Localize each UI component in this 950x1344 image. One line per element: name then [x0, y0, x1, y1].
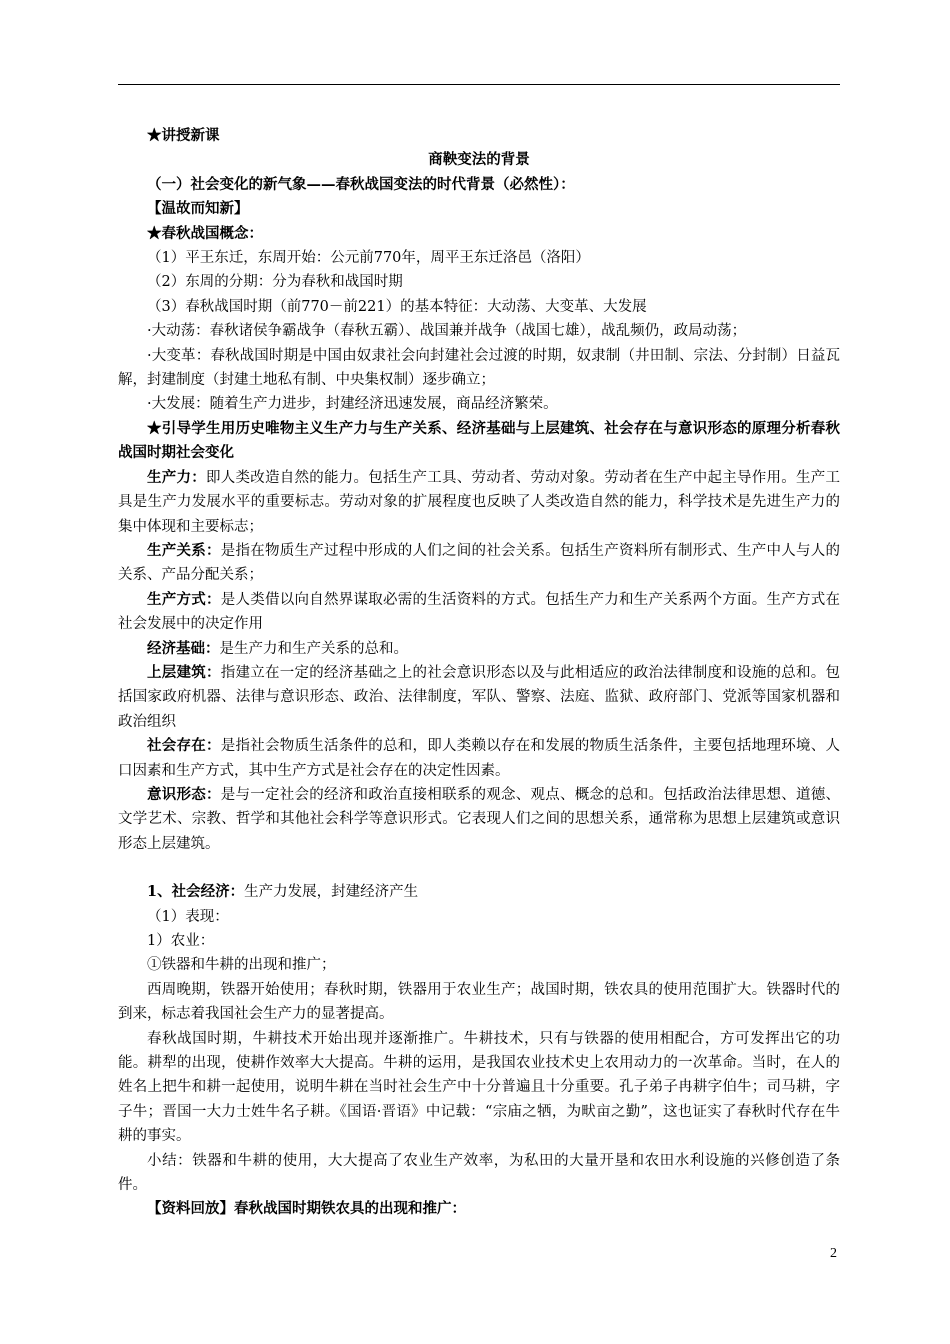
paragraph: 1）农业：	[147, 933, 215, 949]
definition-ideology	[118, 783, 840, 856]
definition-production-relations	[118, 539, 840, 588]
guidance-heading: ★引导学生用历史唯物主义生产力与生产关系、经济基础与上层建筑、社会存在与意识形态的原理分析春秋战国时期社会变化	[118, 419, 840, 462]
definition: 是与一定社会的经济和政治直接相联系的观念、观点、概念的总和。包括政治法律思想、道德、文学艺术、宗教、哲学和其他社会科学等意识形式。它表现人们之间的思想关系，通常称为思想上层建筑或意识形态上层建筑。	[118, 786, 840, 852]
paragraph: ·大变革：春秋战国时期是中国由奴隶社会向封建社会过渡的时期，奴隶制（井田制、宗法、分封制）日益瓦解，封建制度（封建土地私有制、中央集权制）逐步确立；	[118, 347, 840, 389]
definition: 是生产力和生产关系的总和。	[219, 640, 408, 657]
paragraph: （1）表现：	[147, 908, 229, 925]
definition: 指建立在一定的经济基础之上的社会意识形态以及与此相适应的政治法律制度和设施的总和。包括国家政府机器、法律与意识形态、政治、法律制度，军队、警察、法庭、监狱、政府部门、党派等国家机器和政治组织	[118, 664, 840, 730]
material-heading: 【资料回放】春秋战国时期铁农具的出现和推广：	[147, 1200, 466, 1218]
section-heading: ★讲授新课	[147, 127, 220, 144]
definition: 是指在物质生产过程中形成的人们之间的社会关系。包括生产资料所有制形式、生产中人与人的关系、产品分配关系；	[118, 542, 840, 584]
heading-text: 生产力发展，封建经济产生	[244, 884, 419, 901]
term: 生产关系：	[147, 541, 221, 559]
heading-label: 1、社会经济：	[147, 883, 245, 901]
definition-social-existence	[118, 734, 840, 783]
concept-heading: ★春秋战国概念：	[147, 224, 263, 242]
page-number: 2	[830, 1246, 837, 1261]
definition-superstructure	[118, 661, 840, 734]
subsection-heading: （一）社会变化的新气象——春秋战国变法的时代背景（必然性）：	[147, 175, 575, 193]
definition-mode-of-production	[118, 588, 840, 637]
term: 生产方式：	[147, 590, 221, 608]
paragraph: 西周晚期，铁器开始使用；春秋时期，铁器用于农业生产；战国时期，铁农具的使用范围扩大。铁器时代的到来，标志着我国社会生产力的显著提高。	[118, 981, 840, 1023]
definition: 即人类改造自然的能力。包括生产工具、劳动者、劳动对象。劳动者在生产中起主导作用。生产工具是生产力发展水平的重要标志。劳动对象的扩展程度也反映了人类改造自然的能力，科学技术是先进生产力的集中体现和主要标志；	[118, 469, 840, 535]
term: 意识形态：	[147, 785, 221, 803]
definition-economic-base	[118, 637, 840, 661]
term: 社会存在：	[147, 737, 221, 755]
review-heading: 【温故而知新】	[147, 200, 249, 218]
paragraph: （1）平王东迁，东周开始：公元前770年，周平王东迁洛邑（洛阳）	[147, 250, 590, 267]
paragraph: ①铁器和牛耕的出现和推广；	[147, 957, 336, 974]
term: 生产力：	[147, 468, 206, 486]
definition: 是指社会物质生活条件的总和，即人类赖以存在和发展的物质生活条件，主要包括地理环境、人口因素和生产方式，其中生产方式是社会存在的决定性因素。	[118, 738, 840, 779]
paragraph: （2）东周的分期：分为春秋和战国时期	[147, 274, 403, 291]
definition-productive-forces	[118, 466, 840, 539]
paragraph: 春秋战国时期，牛耕技术开始出现并逐渐推广。牛耕技术，只有与铁器的使用相配合，方可发挥出它的功能。耕犁的出现，使耕作效率大大提高。牛耕的运用，是我国农业技术史上农用动力的一次革命。当时，在人的姓名上把牛和耕一起使用，说明牛耕在当时社会生产中十分普遍且十分重要。孔子弟子冉耕字伯牛；司马耕，字子牛；晋国一大力士姓牛名子耕。《国语·晋语》中记载：“宗庙之牺，为畎亩之勤”，这也证实了春秋时代存在牛耕的事实。	[118, 1030, 840, 1145]
term: 经济基础：	[147, 639, 220, 657]
header-rule	[118, 84, 840, 85]
paragraph: ·大发展：随着生产力进步，封建经济迅速发展，商品经济繁荣。	[147, 396, 558, 413]
paragraph: ·大动荡：春秋诸侯争霸战争（春秋五霸）、战国兼并战争（战国七雄），战乱频仍，政局动荡；	[147, 323, 747, 340]
document-body	[118, 124, 840, 1222]
paragraph: 小结：铁器和牛耕的使用，大大提高了农业生产效率，为私田的大量开垦和农田水利设施的兴修创造了条件。	[118, 1152, 840, 1194]
paragraph: （3）春秋战国时期（前770－前221）的基本特征：大动荡、大变革、大发展	[147, 298, 647, 315]
blank-line	[118, 856, 840, 880]
term: 上层建筑：	[147, 663, 221, 681]
lesson-title: 商鞅变法的背景	[428, 151, 530, 169]
economy-heading	[118, 880, 840, 904]
definition: 是人类借以向自然界谋取必需的生活资料的方式。包括生产力和生产关系两个方面。生产方式在社会发展中的决定作用	[118, 591, 840, 633]
